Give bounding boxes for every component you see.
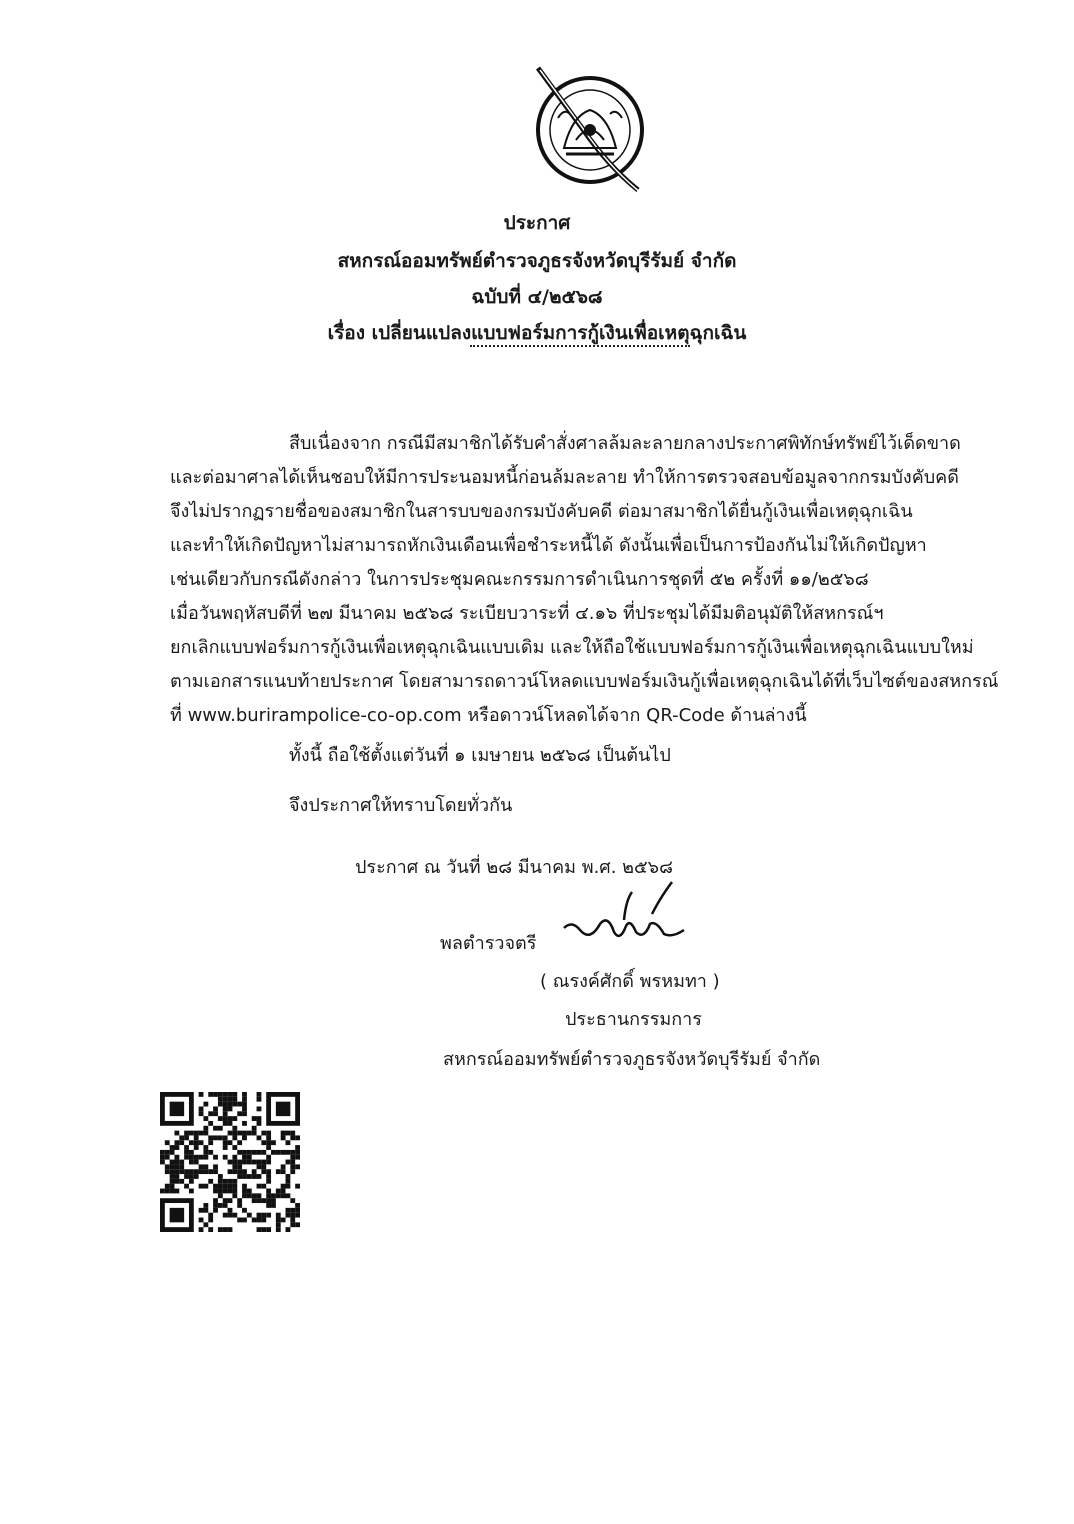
body-line-9: ที่ www.buriram​police-co-op.com หรือดาวน์โหลดได้จาก QR-Code ด้านล่างนี้ — [170, 705, 807, 726]
body-line-5: เช่นเดียวกับกรณีดังกล่าว ในการประชุมคณะกรรมการดำเนินการชุดที่ ๕๒ ครั้งที่ ๑๑/๒๕๖๘ — [170, 569, 869, 590]
body-line-2: และต่อมาศาลได้เห็นชอบให้มีการประนอมหนี้ก่อนล้มละลาย ทำให้การตรวจสอบข้อมูลจากกรมบังคับคดี — [170, 467, 959, 488]
body-line-3: จึงไม่ปรากฏรายชื่อของสมาชิกในสารบบของกรมบังคับคดี ต่อมาสมาชิกได้ยื่นกู้เงินเพื่อเหตุฉุกเฉิน — [170, 501, 913, 522]
announcement-number: ฉบับที่ ๔/๒๕๖๘ — [471, 286, 603, 308]
announcement-label: ประกาศ — [503, 212, 571, 234]
signer-position: ประธานกรรมการ — [565, 1009, 702, 1030]
signer-rank: พลตำรวจตรี — [440, 933, 537, 954]
cooperative-seal-icon — [520, 58, 660, 198]
body-line-8: ตามเอกสารแนบท้ายประกาศ โดยสามารถดาวน์โหลดแบบฟอร์มเงินกู้เพื่อเหตุฉุกเฉินได้ที่เว็บไซต์ของสหกรณ์ — [170, 671, 999, 692]
org-title: สหกรณ์ออมทรัพย์ตำรวจภูธรจังหวัดบุรีรัมย์ จำกัด — [337, 250, 737, 272]
announcement-subject: เรื่อง เปลี่ยนแปลงแบบฟอร์มการกู้เงินเพื่อเหตุฉุกเฉิน — [327, 322, 747, 344]
divider — [470, 345, 690, 347]
body-line-4: และทำให้เกิดปัญหาไม่สามารถหักเงินเดือนเพื่อชำระหนี้ได้ ดังนั้นเพื่อเป็นการป้องกันไม่ให้เกิดปัญหา — [170, 535, 927, 556]
announcement-date: ประกาศ ณ วันที่ ๒๘ มีนาคม พ.ศ. ๒๕๖๘ — [355, 857, 673, 878]
body-line-6: เมื่อวันพฤหัสบดีที่ ๒๗ มีนาคม ๒๕๖๘ ระเบียบวาระที่ ๔.๑๖ ที่ประชุมได้มีมติอนุมัติให้สหกรณ์ฯ — [170, 603, 884, 624]
body-line-7: ยกเลิกแบบฟอร์มการกู้เงินเพื่อเหตุฉุกเฉินแบบเดิม และให้ถือใช้แบบฟอร์มการกู้เงินเพื่อเหตุฉุกเฉินแบบใหม่ — [170, 637, 974, 658]
effective-date: ทั้งนี้ ถือใช้ตั้งแต่วันที่ ๑ เมษายน ๒๕๖๘ เป็นต้นไป — [289, 745, 671, 766]
body-line-1: สืบเนื่องจาก กรณีมีสมาชิกได้รับคำสั่งศาลล้มละลายกลางประกาศพิทักษ์ทรัพย์ไว้เด็ดขาด — [289, 433, 961, 454]
signature-mark — [560, 880, 690, 950]
signer-name: ( ณรงค์ศักดิ์ พรหมทา ) — [540, 971, 720, 992]
qr-code-icon — [160, 1092, 300, 1232]
closing-line: จึงประกาศให้ทราบโดยทั่วกัน — [289, 795, 513, 816]
signer-organization: สหกรณ์ออมทรัพย์ตำรวจภูธรจังหวัดบุรีรัมย์ จำกัด — [443, 1049, 821, 1070]
